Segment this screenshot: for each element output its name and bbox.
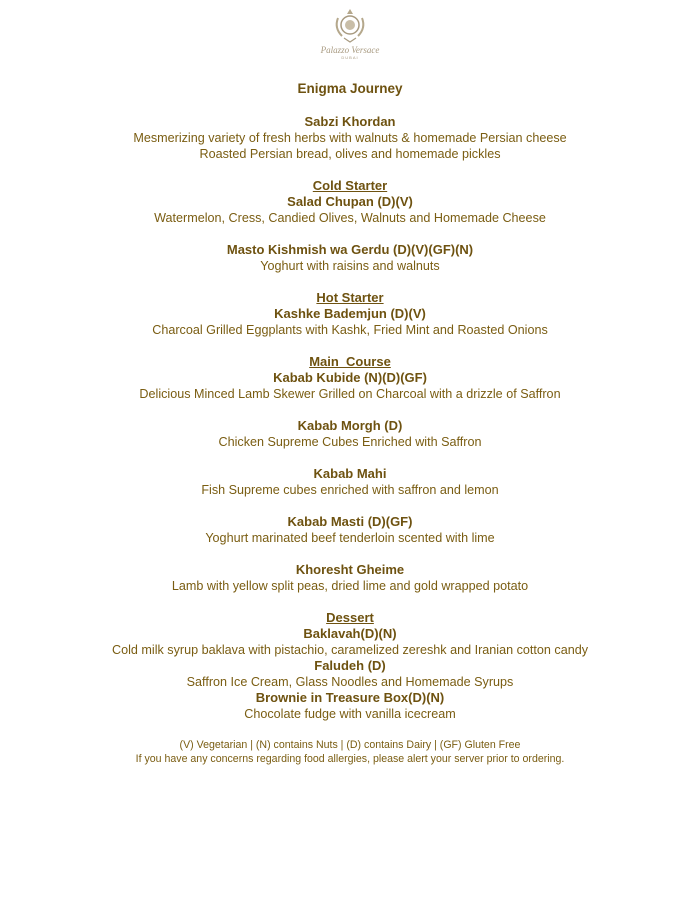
logo-city: DUBAI xyxy=(341,55,359,60)
item-name: Salad Chupan (D)(V) xyxy=(287,194,413,209)
item-name: Baklavah(D)(N) xyxy=(303,626,397,641)
item-description: Roasted Persian bread, olives and homemade pickles xyxy=(199,147,501,161)
item-name: Kabab Masti (D)(GF) xyxy=(287,514,413,529)
item-description: Chicken Supreme Cubes Enriched with Saffron xyxy=(218,435,482,449)
item-description: Chocolate fudge with vanilla icecream xyxy=(244,707,456,721)
menu-item xyxy=(0,306,700,338)
section-dessert xyxy=(0,610,700,722)
section-heading: Cold Starter xyxy=(312,178,388,193)
menu-footer xyxy=(0,738,700,766)
menu xyxy=(0,81,700,766)
item-name: Masto Kishmish wa Gerdu (D)(V)(GF)(N) xyxy=(226,242,474,257)
menu-item xyxy=(0,658,700,690)
menu-item xyxy=(0,690,700,722)
section-heading: Hot Starter xyxy=(316,290,384,305)
allergy-notice: If you have any concerns regarding food allergies, please alert your server prior to ordering. xyxy=(135,753,565,765)
item-name: Kabab Kubide (N)(D)(GF) xyxy=(273,370,427,385)
item-description: Fish Supreme cubes enriched with saffron and lemon xyxy=(201,483,499,497)
menu-item xyxy=(0,418,700,450)
item-name: Sabzi Khordan xyxy=(304,114,396,129)
section-sabzi xyxy=(0,114,700,162)
item-name: Faludeh (D) xyxy=(314,658,386,673)
menu-item xyxy=(0,514,700,546)
menu-item xyxy=(0,370,700,402)
item-description: Lamb with yellow split peas, dried lime and gold wrapped potato xyxy=(171,579,529,593)
menu-title: Enigma Journey xyxy=(297,81,403,96)
item-name: Kabab Morgh (D) xyxy=(297,418,403,433)
section-heading: Main Course xyxy=(309,354,391,369)
menu-item xyxy=(0,114,700,162)
medusa-crest-icon xyxy=(330,8,370,44)
section-heading: Dessert xyxy=(326,610,374,625)
item-description: Mesmerizing variety of fresh herbs with walnuts & homemade Persian cheese xyxy=(133,131,567,145)
section-main-course xyxy=(0,354,700,594)
dietary-legend: (V) Vegetarian | (N) contains Nuts | (D) contains Dairy | (GF) Gluten Free xyxy=(179,739,521,751)
menu-item xyxy=(0,626,700,658)
item-name: Kashke Bademjun (D)(V) xyxy=(274,306,426,321)
item-description: Charcoal Grilled Eggplants with Kashk, Fried Mint and Roasted Onions xyxy=(152,323,548,337)
item-name: Brownie in Treasure Box(D)(N) xyxy=(255,690,445,705)
item-name: Khoresht Gheime xyxy=(295,562,405,577)
palazzo-versace-logo xyxy=(305,8,395,66)
item-description: Delicious Minced Lamb Skewer Grilled on Charcoal with a drizzle of Saffron xyxy=(139,387,561,401)
item-description: Watermelon, Cress, Candied Olives, Walnuts and Homemade Cheese xyxy=(154,211,546,225)
item-name: Kabab Mahi xyxy=(313,466,387,481)
item-description: Yoghurt marinated beef tenderloin scented with lime xyxy=(205,531,495,545)
item-description: Yoghurt with raisins and walnuts xyxy=(260,259,440,273)
menu-item xyxy=(0,466,700,498)
menu-item xyxy=(0,194,700,226)
item-description: Saffron Ice Cream, Glass Noodles and Homemade Syrups xyxy=(186,675,514,689)
item-description: Cold milk syrup baklava with pistachio, caramelized zereshk and Iranian cotton candy xyxy=(112,643,588,657)
menu-item xyxy=(0,562,700,594)
logo-brand: Palazzo Versace xyxy=(320,45,380,55)
section-cold-starter xyxy=(0,178,700,274)
section-hot-starter xyxy=(0,290,700,338)
menu-item xyxy=(0,242,700,274)
